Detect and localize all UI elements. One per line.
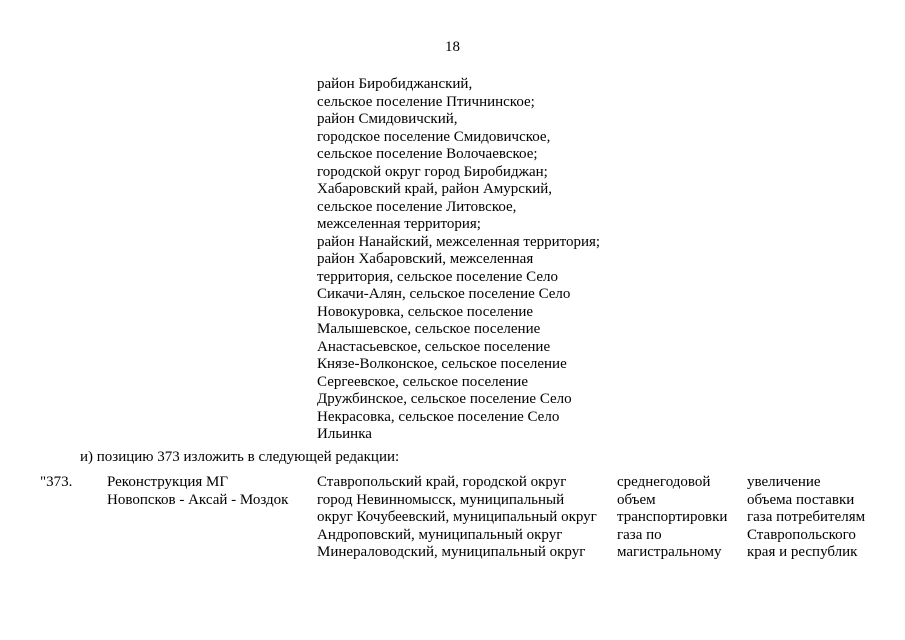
position-number: "373.	[40, 474, 73, 490]
position-effect-line: увеличение	[747, 474, 821, 490]
position-territory-line: город Невинномысск, муниципальный	[317, 491, 565, 508]
territory-line: сельское поселение Птичнинское;	[317, 93, 535, 110]
territory-line: Новокуровка, сельское поселение	[317, 303, 534, 320]
territory-list	[317, 76, 600, 444]
territory-line: Сикачи-Алян, сельское поселение Село	[317, 286, 571, 302]
page-number: 18	[445, 39, 460, 55]
territory-line: Анастасьевское, сельское поселение	[317, 338, 551, 355]
position-effect-cell	[747, 474, 865, 562]
territory-line: сельское поселение Литовское,	[317, 198, 517, 215]
territory-line: городской округ город Биробиджан;	[317, 163, 548, 180]
territory-line: Дружбинское, сельское поселение Село	[317, 391, 572, 407]
territory-line: городское поселение Смидовичское,	[317, 128, 551, 145]
territory-line: межселенная территория;	[317, 216, 481, 232]
territory-line: район Биробиджанский,	[317, 76, 473, 92]
position-effect-line: Ставропольского	[747, 526, 856, 543]
position-indicator-line: транспортировки	[617, 509, 728, 525]
position-indicator-line: магистральному	[617, 544, 722, 560]
territory-line: Хабаровский край, район Амурский,	[317, 181, 553, 197]
position-effect-line: объема поставки	[747, 491, 855, 508]
position-name-cell	[107, 474, 288, 509]
position-territory-line: Андроповский, муниципальный округ	[317, 526, 563, 543]
position-name-line: Реконструкция МГ	[107, 474, 229, 490]
territory-line: район Хабаровский, межселенная	[317, 251, 534, 267]
position-effect-line: газа потребителям	[747, 509, 866, 525]
territory-line: Сергеевское, сельское поселение	[317, 373, 528, 390]
position-territory-line: Минераловодский, муниципальный округ	[317, 544, 586, 560]
position-territory-line: округ Кочубеевский, муниципальный округ	[317, 509, 597, 525]
territory-line: территория, сельское поселение Село	[317, 268, 558, 285]
territory-line: район Смидовичский,	[317, 111, 458, 127]
position-indicator-line: объем	[617, 491, 656, 508]
position-indicator-line: газа по	[617, 526, 662, 543]
position-territory-line: Ставропольский край, городской округ	[317, 474, 567, 490]
position-name-line: Новопсков - Аксай - Моздок	[107, 491, 289, 508]
territory-line: Малышевское, сельское поселение	[317, 321, 541, 337]
territory-line: Ильинка	[317, 426, 372, 442]
territory-line: сельское поселение Волочаевское;	[317, 146, 538, 162]
position-indicator-cell	[617, 474, 727, 562]
position-effect-line: края и республик	[747, 544, 858, 560]
position-indicator-line: среднегодовой	[617, 474, 711, 490]
position-territory-cell	[317, 474, 597, 562]
amendment-intro: и) позицию 373 изложить в следующей редакции:	[80, 449, 400, 465]
territory-line: район Нанайский, межселенная территория;	[317, 233, 601, 250]
territory-line: Князе-Волконское, сельское поселение	[317, 356, 567, 372]
territory-line: Некрасовка, сельское поселение Село	[317, 408, 560, 425]
position-number-cell	[40, 474, 72, 492]
